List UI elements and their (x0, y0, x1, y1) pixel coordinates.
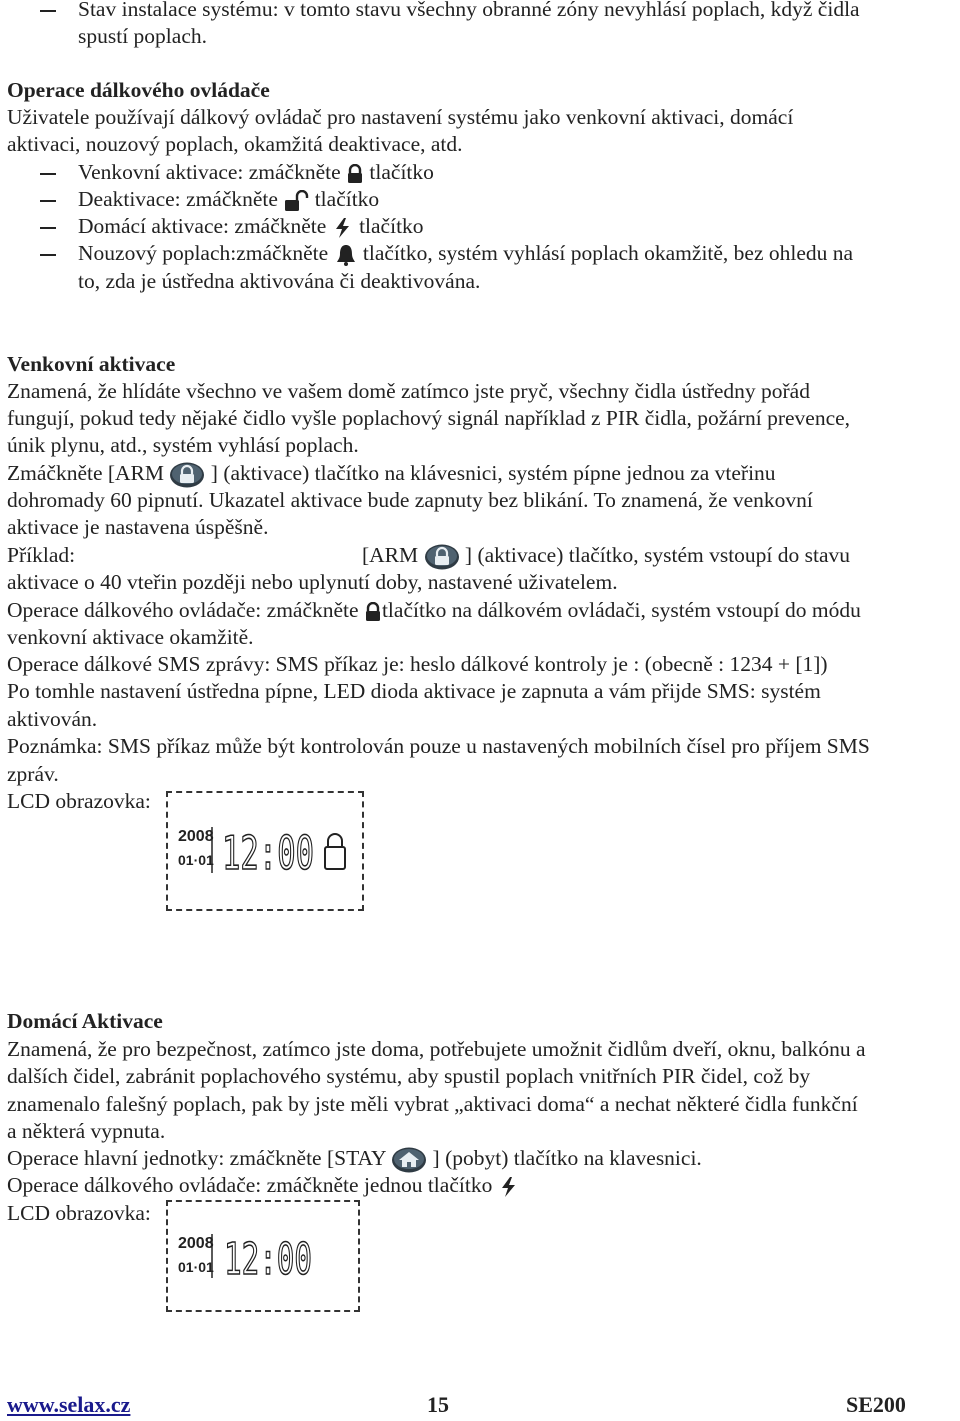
away-l7: [ARM ] (aktivace) tlačítko, systém vstoupí do stavu (362, 542, 850, 571)
away-example-label: Příklad: (7, 543, 76, 567)
remote-bullet-away: Venkovní aktivace: zmáčkněte tlačítko (78, 160, 434, 184)
bullet-dash (40, 10, 56, 12)
away-l13: aktivován. (7, 707, 98, 731)
remote-bullet-disarm: Deaktivace: zmáčkněte tlačítko (78, 187, 380, 211)
away-heading: Venkovní aktivace (7, 352, 176, 376)
svg-text:01·01: 01·01 (178, 1259, 214, 1275)
away-l14: Poznámka: SMS příkaz může být kontrolován pouze u nastavených mobilních čísel pro příjem SMS (7, 734, 870, 758)
footer-model: SE200 (846, 1392, 906, 1417)
stay-l3: znamenalo falešný poplach, pak by jste měli vybrat „aktivaci doma“ a nechat některé čidla funkční (7, 1092, 858, 1116)
bullet-dash (40, 200, 56, 202)
away-l9: Operace dálkového ovládače: zmáčkněte tlačítko na dálkovém ovládači, systém vstoupí do módu (7, 598, 861, 622)
away-l5: dohromady 60 pipnutí. Ukazatel aktivace bude zapnuty bez blikání. To znamená, že venkovní (7, 488, 813, 512)
lock-icon (346, 164, 364, 184)
stay-l1: Znamená, že pro bezpečnost, zatímco jste doma, potřebujete umožnit čidlům dveří, oknu, balkónu a (7, 1037, 866, 1061)
footer-website[interactable] (7, 1392, 130, 1418)
remote-p2: aktivaci, nouzový poplach, okamžitá deaktivace, atd. (7, 132, 463, 156)
away-l10: venkovní aktivace okamžitě. (7, 625, 254, 649)
footer-page-number: 15 (427, 1392, 449, 1417)
arm-lock-key-icon (169, 461, 205, 489)
stay-l6: Operace dálkového ovládače: zmáčkněte jednou tlačítko (7, 1172, 520, 1199)
away-l4: Zmáčkněte [ARM ] (aktivace) tlačítko na klávesnici, systém pípne jednou za vteřinu (7, 460, 776, 489)
lcd-display-stay (166, 1200, 360, 1312)
remote-bullet-stay: Domácí aktivace: zmáčkněte tlačítko (78, 214, 424, 238)
svg-text:2008: 2008 (178, 828, 214, 845)
away-l15: zpráv. (7, 762, 59, 786)
stay-heading: Domácí Aktivace (7, 1009, 163, 1033)
away-l6: aktivace je nastavena úspěšně. (7, 515, 269, 539)
stay-lcd-label: LCD obrazovka: (7, 1201, 151, 1225)
lightning-icon (332, 217, 354, 239)
away-lcd-label: LCD obrazovka: (7, 789, 151, 813)
remote-bullet-panic-line2: to, zda je ústředna aktivována či deaktivována. (78, 269, 481, 293)
lcd-screen (168, 1202, 358, 1310)
bullet-dash (40, 254, 56, 256)
away-l3: únik plynu, atd., systém vyhlásí poplach. (7, 433, 359, 457)
intro-bullet-line2: spustí poplach. (78, 24, 207, 48)
away-l11: Operace dálkové SMS zprávy: SMS příkaz je: heslo dálkové kontroly je : (obecně : 1234 + [1]) (7, 652, 828, 676)
svg-text:01·01: 01·01 (178, 852, 214, 868)
svg-text:2008: 2008 (178, 1235, 214, 1252)
stay-home-key-icon (391, 1146, 427, 1174)
lcd-lock-icon (325, 834, 345, 869)
remote-heading: Operace dálkového ovládače (7, 78, 270, 102)
remote-p1: Uživatele používají dálkový ovládač pro nastavení systému jako venkovní aktivaci, domácí (7, 105, 794, 129)
stay-l4: a některá vypnuta. (7, 1119, 166, 1143)
bullet-dash (40, 173, 56, 175)
lcd-display-away (166, 791, 364, 911)
bullet-dash (40, 227, 56, 229)
away-l2: fungují, pokud tedy nějaké čidlo vyšle poplachový signál například z PIR čidla, požární prevence, (7, 406, 851, 430)
intro-bullet-line1: Stav instalace systému: v tomto stavu všechny obranné zóny nevyhlásí poplach, když čidla (78, 0, 860, 21)
arm-lock-key-icon (424, 543, 460, 571)
bell-icon (334, 243, 358, 267)
stay-l2: dalších čidel, zabránit poplachového systému, aby spustil poplach vnitřních PIR čidel, což by (7, 1064, 811, 1088)
away-l12: Po tomhle nastavení ústředna pípne, LED dioda aktivace je zapnuta a vám přijde SMS: systém (7, 679, 821, 703)
lock-icon (364, 602, 382, 622)
lightning-icon (498, 1176, 520, 1198)
away-l1: Znamená, že hlídáte všechno ve vašem domě zatímco jste pryč, všechny čidla ústředny pořád (7, 379, 810, 403)
website-link[interactable]: www.selax.cz (7, 1392, 131, 1417)
svg-text:12:00: 12:00 (222, 826, 314, 880)
away-l8: aktivace o 40 vteřin později nebo uplynutí doby, nastavené uživatelem. (7, 570, 618, 594)
lcd-screen (168, 793, 362, 909)
svg-text:12:00: 12:00 (224, 1234, 312, 1285)
stay-l5: Operace hlavní jednotky: zmáčkněte [STAY ] (pobyt) tlačítko na klavesnici. (7, 1145, 702, 1174)
remote-bullet-panic: Nouzový poplach:zmáčkněte tlačítko, systém vyhlásí poplach okamžitě, bez ohledu na (78, 240, 853, 267)
unlock-icon (283, 190, 309, 212)
